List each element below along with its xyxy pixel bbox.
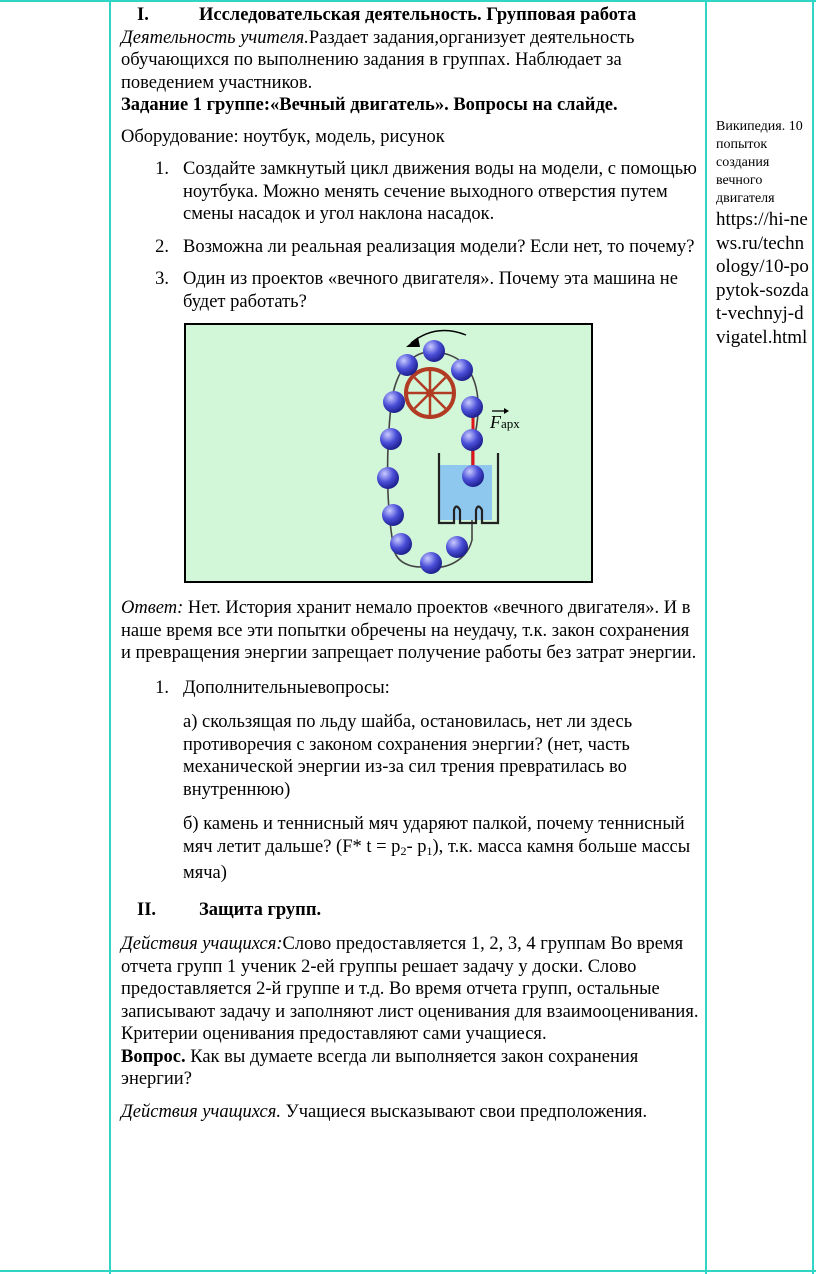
teacher-activity (121, 27, 703, 95)
list-text: Создайте замкнутый цикл движения воды на модели, с помощью ноутбука. Можно менять сечение выходного отверстия путем смены насадок и угол наклона насадок. (183, 159, 697, 224)
list-item (121, 158, 703, 226)
list-number: 1. (155, 677, 169, 698)
students-text: Слово предоставляется 1, 2, 3, 4 группам Во время отчета групп 1 ученик 2-ей группы решает задачу у доски. Слово предоставляется 2-й группе и т.д. Во время отчета групп, остальные записывают задачу и заполняют лист оценивания для взаимооценивания. Критерии оценивания предоставляют сами учащиеся. (121, 934, 699, 1044)
perpetual-motion-figure (184, 323, 593, 583)
students-text: Учащиеся высказывают свои предположения. (281, 1101, 648, 1122)
answer-text: Нет. История хранит немало проектов «вечного двигателя». И в наше время все эти попытки обречены на неудачу, т.к. закон сохранения и превращения энергии запрещает получение работы без затрат энергии. (121, 598, 697, 663)
students-activity-2 (121, 1101, 703, 1124)
students-activity (121, 933, 703, 1046)
list-number: 2. (155, 236, 169, 257)
source-title: Википедия. 10 попыток создания вечного двигателя (716, 119, 803, 206)
list-item (121, 677, 703, 700)
answer-label: Ответ: (121, 598, 184, 618)
section-heading-2 (121, 899, 703, 922)
table-border-middle (705, 0, 707, 1274)
main-column (121, 4, 703, 1123)
wheel (406, 369, 454, 417)
table-border-top (0, 0, 816, 2)
students-label: Действия учащихся: (121, 934, 283, 954)
table-border-right (812, 0, 814, 1274)
table-border-left (109, 0, 111, 1274)
force-label: Fарх (490, 412, 520, 432)
extra-question-b: б) камень и теннисный мяч ударяют палкой, почему теннисный мяч летит дальше? (F* $t = p_2-$ $p_1$), т.к. масса камня больше массы мяча) (183, 814, 691, 883)
equipment: Оборудование: ноутбук, модель, рисунок (121, 126, 445, 147)
answer (121, 597, 703, 665)
teacher-label: Деятельность учителя. (121, 27, 309, 48)
question (121, 1046, 703, 1091)
list-number: 1. (155, 159, 169, 179)
question-label: Вопрос. (121, 1046, 186, 1067)
side-column (716, 118, 812, 349)
extra-questions (121, 677, 703, 700)
list-text: Дополнительныевопросы: (183, 677, 390, 698)
rotation-arrowhead (406, 337, 420, 347)
section-number: I. (137, 5, 149, 25)
questions-list (121, 158, 703, 313)
list-number: 3. (155, 269, 169, 289)
section-title: Исследовательская деятельность. Групповая работа (199, 5, 637, 25)
extra-question-a: а) скользящая по льду шайба, остановилась, нет ли здесь противоречия с законом сохранения энергии? (нет, часть механической энергии из-за сил трения превратилась во внутреннюю) (183, 712, 633, 800)
task-title: Задание 1 группе:«Вечный двигатель». Вопросы на слайде. (121, 95, 618, 115)
list-text: Один из проектов «вечного двигателя». Почему эта машина не будет работать? (183, 269, 678, 312)
question-text: Как вы думаете всегда ли выполняется закон сохранения энергии? (121, 1046, 639, 1089)
section-heading-1 (121, 4, 703, 27)
section-title: Защита групп. (199, 899, 322, 920)
list-text: Возможна ли реальная реализация модели? Если нет, то почему? (183, 236, 695, 257)
source-url[interactable]: https://hi-news.ru/technology/10-popytok-sozdat-vechnyj-dvigatel.html (716, 209, 809, 348)
teacher-text: Раздает задания,организует деятельность обучающихся по выполнению задания в группах. Наблюдает за поведением участников. (121, 27, 635, 93)
figure-drawing (186, 325, 591, 581)
students-label: Действия учащихся. (121, 1101, 281, 1122)
list-item (121, 268, 703, 313)
list-item (121, 236, 703, 259)
table-border-bottom (0, 1270, 816, 1272)
section-number: II. (137, 899, 157, 920)
